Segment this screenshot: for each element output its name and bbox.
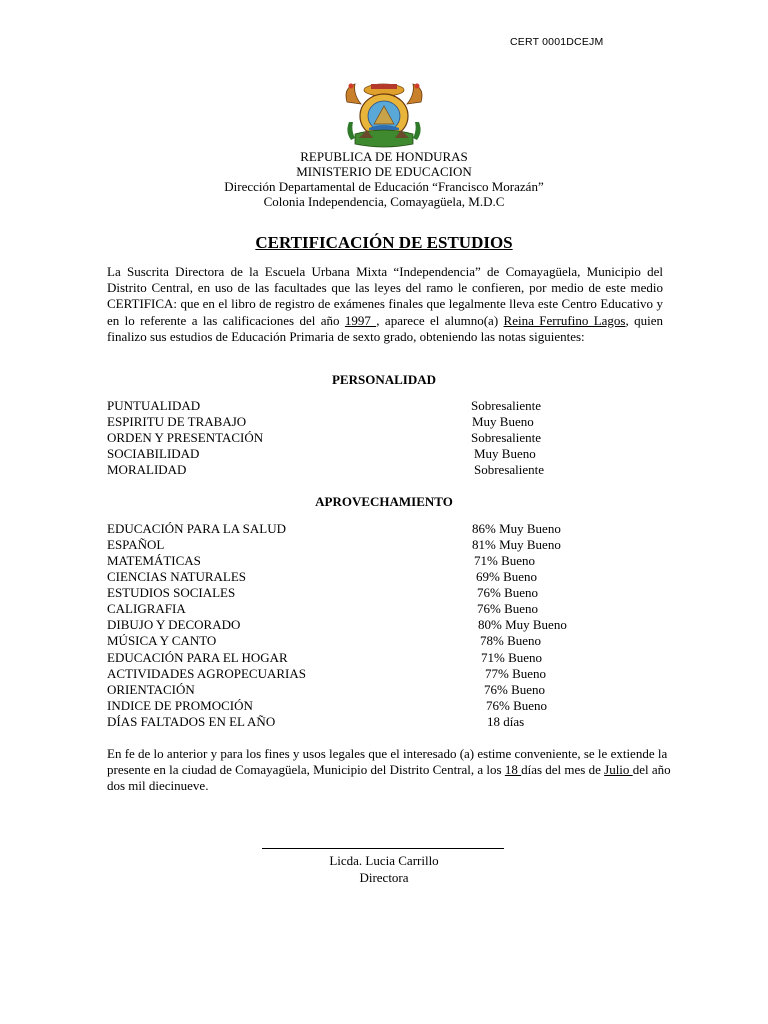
subject-label: MÚSICA Y CANTO	[107, 633, 217, 648]
subject-label: CALIGRAFIA	[107, 601, 186, 616]
subject-label: EDUCACIÓN PARA LA SALUD	[107, 521, 287, 536]
signature-line	[262, 848, 504, 849]
closing-text-3: del año dos mil diecinueve.	[107, 762, 671, 794]
subject-grade: 76% Bueno	[477, 601, 539, 616]
signatory-name: Licda. Lucia Carrillo	[329, 853, 439, 868]
subject-label: ESPAÑOL	[107, 537, 165, 552]
header-address: Colonia Independencia, Comayagüela, M.D.C	[263, 194, 505, 209]
closing-month: Julio	[604, 762, 633, 778]
personalidad-label: ORDEN Y PRESENTACIÓN	[107, 430, 264, 445]
student-name: Reina Ferrufino Lagos	[503, 312, 626, 328]
personalidad-label: SOCIABILIDAD	[107, 446, 200, 461]
subject-label: DÍAS FALTADOS EN EL AÑO	[107, 714, 276, 729]
personalidad-value: Muy Bueno	[472, 414, 534, 429]
subject-label: ESTUDIOS SOCIALES	[107, 585, 236, 600]
subject-label: EDUCACIÓN PARA EL HOGAR	[107, 650, 288, 665]
personalidad-label: ESPIRITU DE TRABAJO	[107, 414, 247, 429]
intro-text-1: La Suscrita Directora de la Escuela Urbana Mixta “Independencia” de Comayagüela, Municipio del Distrito Central, en uso de las facultades que las leyes del ramo le confieren, por medio de este medio CERTIFICA: que en el libro de registro de exámenes finales que legalmente lleva este Centro Educativo y en lo referente a las calificaciones del año	[107, 264, 663, 328]
personalidad-value: Sobresaliente	[471, 430, 542, 445]
subject-grade: 69% Bueno	[476, 569, 538, 584]
header-country: REPUBLICA DE HONDURAS	[300, 149, 468, 164]
subject-grade: 71% Bueno	[474, 553, 536, 568]
subject-grade: 81% Muy Bueno	[472, 537, 561, 552]
personalidad-value: Sobresaliente	[471, 398, 542, 413]
subject-label: MATEMÁTICAS	[107, 553, 201, 568]
subject-grade: 18 días	[487, 714, 525, 729]
subject-label: INDICE DE PROMOCIÓN	[107, 698, 253, 713]
personalidad-value: Sobresaliente	[474, 462, 545, 477]
personalidad-label: MORALIDAD	[107, 462, 187, 477]
intro-paragraph	[107, 264, 663, 345]
header-direction: Dirección Departamental de Educación “Francisco Morazán”	[224, 179, 544, 194]
subject-label: DIBUJO Y DECORADO	[107, 617, 241, 632]
subject-grade: 77% Bueno	[485, 666, 547, 681]
closing-text-1: En fe de lo anterior y para los fines y usos legales que el interesado (a) estime conveniente, se le extiende la presente en la ciudad de Comayagüela, Municipio del Distrito Central, a los	[107, 746, 668, 778]
aprovechamiento-heading: APROVECHAMIENTO	[315, 494, 453, 509]
subject-label: ORIENTACIÓN	[107, 682, 195, 697]
subject-grade: 80% Muy Bueno	[478, 617, 567, 632]
closing-day: 18	[504, 762, 522, 778]
subject-grade: 76% Bueno	[486, 698, 548, 713]
personalidad-value: Muy Bueno	[474, 446, 536, 461]
subject-grade: 76% Bueno	[477, 585, 539, 600]
subject-grade: 78% Bueno	[480, 633, 542, 648]
signatory-role: Directora	[359, 870, 409, 885]
honduras-coat-of-arms-icon	[341, 78, 427, 150]
certificate-code: CERT 0001DCEJM	[510, 36, 604, 48]
intro-text-3: , quien finalizo sus estudios de Educación Primaria de sexto grado, obteniendo las notas siguientes:	[107, 312, 664, 344]
subject-grade: 76% Bueno	[484, 682, 546, 697]
document-title: CERTIFICACIÓN DE ESTUDIOS	[255, 233, 513, 252]
personalidad-heading: PERSONALIDAD	[331, 372, 436, 387]
closing-text-2: días del mes de	[521, 762, 605, 778]
intro-year: 1997 ,	[344, 312, 380, 328]
subject-label: ACTIVIDADES AGROPECUARIAS	[107, 666, 306, 681]
subject-grade: 86% Muy Bueno	[472, 521, 561, 536]
subject-label: CIENCIAS NATURALES	[107, 569, 247, 584]
intro-text-2: aparece el alumno(a)	[379, 312, 504, 328]
personalidad-label: PUNTUALIDAD	[107, 398, 201, 413]
closing-paragraph	[107, 746, 677, 795]
header-ministry: MINISTERIO DE EDUCACION	[296, 164, 472, 179]
subject-grade: 71% Bueno	[481, 650, 543, 665]
